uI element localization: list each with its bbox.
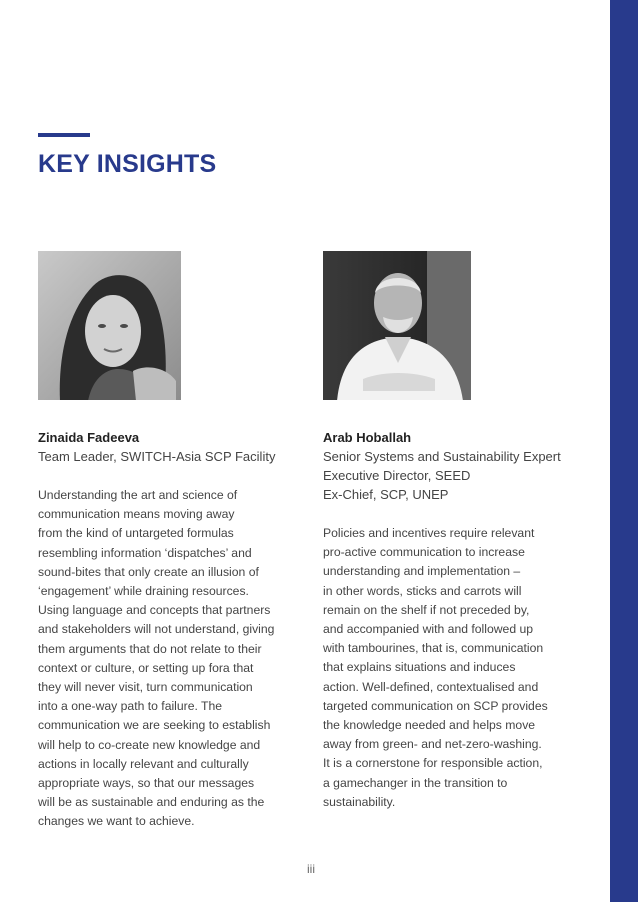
page-title: KEY INSIGHTS	[38, 150, 217, 178]
author-role: Executive Director, SEED	[323, 468, 471, 483]
quote-line: and stakeholders will not understand, giving	[38, 622, 275, 637]
quote-line: targeted communication on SCP provides	[323, 698, 548, 713]
insight-quote	[38, 486, 308, 832]
insight-column-zinaida	[38, 428, 308, 832]
quote-line: appropriate ways, so that our messages	[38, 776, 255, 791]
quote-line: the knowledge needed and helps move	[323, 718, 536, 733]
quote-line: resembling information ‘dispatches’ and	[38, 545, 252, 560]
author-roles	[323, 447, 598, 504]
quote-line: remain on the shelf if not preceded by,	[323, 602, 530, 617]
quote-line: changes we want to achieve.	[38, 814, 195, 829]
portrait-photo-arab	[323, 251, 471, 400]
title-rule	[38, 133, 90, 137]
quote-line: will be as sustainable and enduring as the	[38, 795, 265, 810]
portrait-zinaida-image	[38, 251, 181, 400]
insight-column-arab	[323, 428, 598, 812]
author-name: Zinaida Fadeeva	[38, 430, 140, 445]
quote-line: understanding and implementation –	[323, 564, 521, 579]
quote-line: Understanding the art and science of	[38, 488, 238, 502]
portrait-photo-zinaida	[38, 251, 181, 400]
author-role: Ex-Chief, SCP, UNEP	[323, 487, 449, 502]
quote-line: a gamechanger in the transition to	[323, 775, 508, 790]
quote-line: from the kind of untargeted formulas	[38, 526, 234, 541]
quote-line: Using language and concepts that partners	[38, 603, 271, 618]
quote-line: will help to co-create new knowledge and	[38, 737, 261, 752]
quote-line: action. Well-defined, contextualised and	[323, 679, 539, 694]
quote-line: they will never visit, turn communication	[38, 680, 253, 695]
quote-line: and accompanied with and followed up	[323, 622, 534, 637]
quote-line: communication means moving away	[38, 507, 235, 522]
author-role: Senior Systems and Sustainability Expert	[323, 449, 561, 464]
quote-line: pro-active communication to increase	[323, 545, 525, 560]
quote-line: sound-bites that only create an illusion of	[38, 564, 259, 579]
quote-line: sustainability.	[323, 794, 396, 809]
quote-line: away from green- and net-zero-washing.	[323, 737, 542, 752]
quote-line: ‘engagement’ while draining resources.	[38, 584, 249, 599]
quote-line: actions in locally relevant and culturally	[38, 756, 249, 771]
author-roles	[38, 447, 308, 466]
author-role: Team Leader, SWITCH-Asia SCP Facility	[38, 449, 276, 464]
portrait-arab-image	[323, 251, 471, 400]
quote-line: them arguments that do not relate to their	[38, 641, 262, 656]
quote-line: in other words, sticks and carrots will	[323, 583, 522, 598]
author-name: Arab Hoballah	[323, 430, 412, 445]
quote-line: into a one-way path to failure. The	[38, 699, 223, 714]
page-number: iii	[307, 862, 315, 876]
quote-line: with tambourines, that is, communication	[323, 641, 544, 656]
quote-line: communication we are seeking to establish	[38, 718, 271, 733]
quote-line: context or culture, or setting up fora that	[38, 660, 254, 675]
insight-quote	[323, 524, 598, 812]
quote-line: Policies and incentives require relevant	[323, 526, 535, 540]
side-accent-bar	[610, 0, 638, 902]
quote-line: that explains situations and induces	[323, 660, 516, 675]
quote-line: It is a cornerstone for responsible action,	[323, 756, 543, 771]
